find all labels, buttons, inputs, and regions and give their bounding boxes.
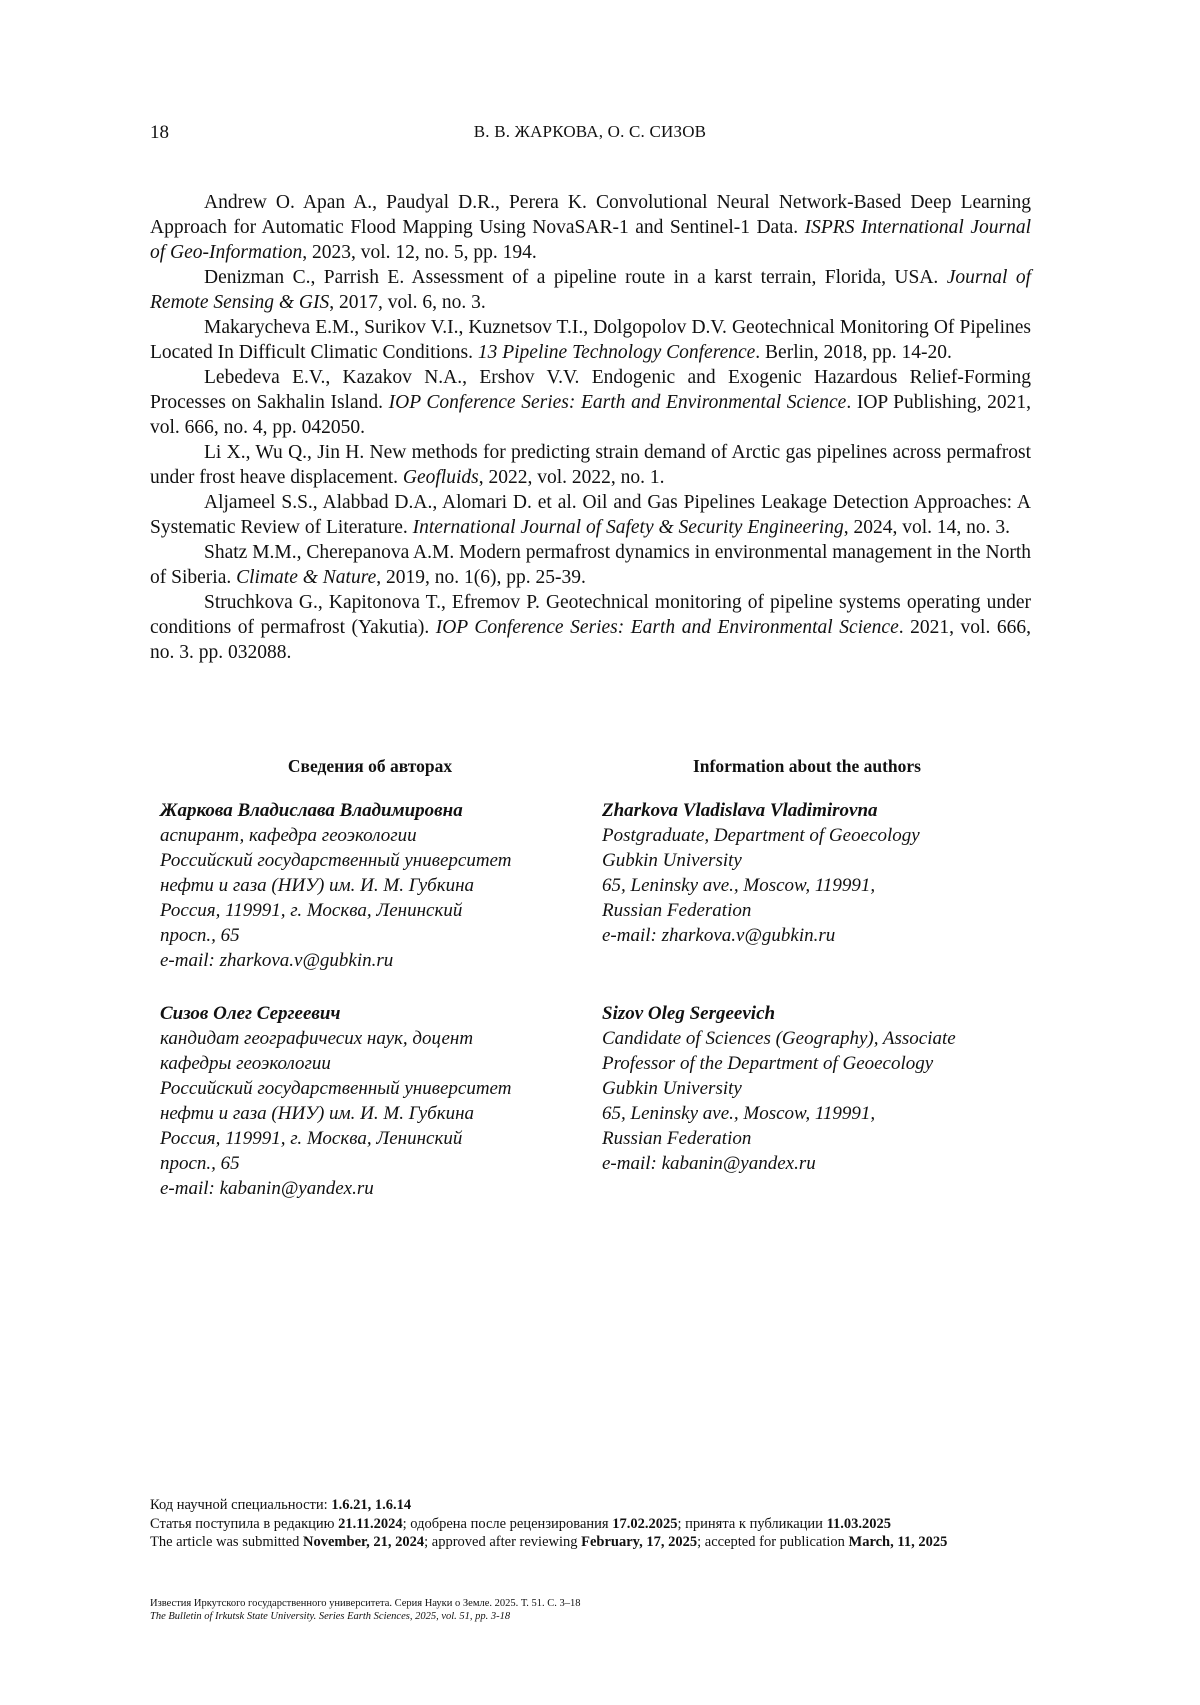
authors-en-heading: Information about the authors [692, 756, 921, 776]
author-name: Zharkova Vladislava Vladimirovna [602, 800, 878, 821]
author-line: Россия, 119991, г. Москва, Ленинский [160, 900, 463, 921]
author-name: Sizov Oleg Sergeevich [602, 1003, 776, 1024]
author-line: просп., 65 [160, 925, 240, 946]
author-line: Российский государственный университет [160, 1078, 512, 1099]
author-line: Russian Federation [602, 900, 752, 921]
author-block [160, 798, 580, 973]
page-header [150, 122, 1030, 150]
specialty-code: Код научной специальности: 1.6.21, 1.6.14 [150, 1497, 412, 1513]
author-name: Сизов Олег Сергеевич [160, 1003, 341, 1024]
page-number: 18 [150, 122, 169, 143]
author-line: 65, Leninsky ave., Moscow, 119991, [602, 1103, 876, 1124]
author-block [602, 798, 1032, 948]
reference-item: Denizman C., Parrish E. Assessment of a pipeline route in a karst terrain, Florida, USA. Journal of Remote Sensing & GIS, 2017, vol. 6, no. 3. [150, 267, 1031, 313]
author-line: кандидат географичесих наук, доцент [160, 1028, 474, 1049]
author-line: просп., 65 [160, 1153, 240, 1174]
reference-item: Shatz M.M., Cherepanova A.M. Modern permafrost dynamics in environmental management in the North of Siberia. Climate & Nature, 2019, no. 1(6), pp. 25-39. [150, 542, 1031, 588]
author-line: Российский государственный университет [160, 850, 512, 871]
author-line: 65, Leninsky ave., Moscow, 119991, [602, 875, 876, 896]
reference-item: Makarycheva E.M., Surikov V.I., Kuznetsov T.I., Dolgopolov D.V. Geotechnical Monitoring Of Pipelines Located In Difficult Climatic Conditions. 13 Pipeline Technology Conference. Berlin, 2018, pp. 14-20. [150, 317, 1031, 363]
author-line: нефти и газа (НИУ) им. И. М. Губкина [160, 875, 475, 896]
reference-item: Aljameel S.S., Alabbad D.A., Alomari D. et al. Oil and Gas Pipelines Leakage Detection Approaches: A Systematic Review of Literature. International Journal of Safety & Security Engineering, 2024, vol. 14, no. 3. [150, 492, 1031, 538]
authors-en-column [602, 756, 1032, 1204]
author-line: аспирант, кафедра геоэкологии [160, 825, 417, 846]
author-email: e-mail: kabanin@yandex.ru [160, 1178, 374, 1199]
journal-info-ru: Известия Иркутского государственного университета. Серия Науки о Земле. 2025. Т. 51. С. 3–18 [150, 1598, 581, 1609]
reference-item: Li X., Wu Q., Jin H. New methods for predicting strain demand of Arctic gas pipelines across permafrost under frost heave displacement. Geofluids, 2022, vol. 2022, no. 1. [150, 442, 1031, 488]
author-line: нефти и газа (НИУ) им. И. М. Губкина [160, 1103, 475, 1124]
author-email: e-mail: zharkova.v@gubkin.ru [160, 950, 394, 971]
author-email: e-mail: kabanin@yandex.ru [602, 1153, 816, 1174]
article-meta [150, 1496, 1035, 1552]
running-head: В. В. ЖАРКОВА, О. С. СИЗОВ [473, 122, 707, 141]
author-block [602, 1001, 1032, 1176]
author-line: Postgraduate, Department of Geoecology [602, 825, 920, 846]
journal-info-en: The Bulletin of Irkutsk State University. Series Earth Sciences, 2025, vol. 51, pp. 3-18 [150, 1611, 511, 1622]
reference-item: Lebedeva E.V., Kazakov N.A., Ershov V.V. Endogenic and Exogenic Hazardous Relief-Forming Processes on Sakhalin Island. IOP Conference Series: Earth and Environmental Science. IOP Publishing, 2021, vol. 666, no. 4, pp. 042050. [150, 367, 1032, 438]
author-line: кафедры геоэкологии [160, 1053, 331, 1074]
author-line: Gubkin University [602, 1078, 742, 1099]
author-line: Professor of the Department of Geoecology [602, 1053, 934, 1074]
author-email: e-mail: zharkova.v@gubkin.ru [602, 925, 836, 946]
author-line: Candidate of Sciences (Geography), Associate [602, 1028, 956, 1049]
reference-item: Struchkova G., Kapitonova T., Efremov P. Geotechnical monitoring of pipeline systems operating under conditions of permafrost (Yakutia). IOP Conference Series: Earth and Environmental Science. 2021, vol. 666, no. 3. pp. 032088. [150, 592, 1031, 663]
dates-en: The article was submitted November, 21, 2024; approved after reviewing February, 17, 2025; accepted for publication March, 11, 2025 [150, 1534, 948, 1550]
author-name: Жаркова Владислава Владимировна [160, 800, 463, 821]
author-line: Russian Federation [602, 1128, 752, 1149]
journal-info [150, 1597, 1035, 1623]
dates-ru: Статья поступила в редакцию 21.11.2024; одобрена после рецензирования 17.02.2025; принята к публикации 11.03.2025 [150, 1515, 892, 1532]
authors-ru-heading: Сведения об авторах [287, 756, 453, 776]
author-block [160, 1001, 580, 1201]
reference-item: Andrew O. Apan A., Paudyal D.R., Perera K. Convolutional Neural Network-Based Deep Learning Approach for Automatic Flood Mapping Using NovaSAR-1 and Sentinel-1 Data. ISPRS International Journal of Geo-Information, 2023, vol. 12, no. 5, pp. 194. [150, 192, 1031, 263]
author-line: Gubkin University [602, 850, 742, 871]
author-line: Россия, 119991, г. Москва, Ленинский [160, 1128, 463, 1149]
authors-ru-column [160, 756, 580, 1229]
reference-list [150, 190, 1031, 665]
